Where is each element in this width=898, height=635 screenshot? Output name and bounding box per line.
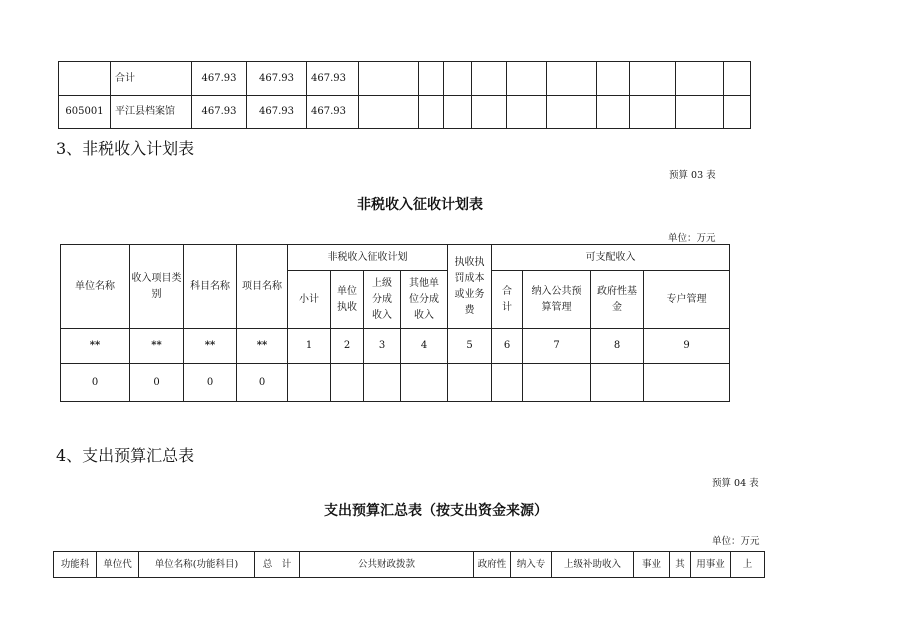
col-header-disposable: 可支配收入	[492, 245, 730, 271]
empty-cell	[444, 96, 472, 129]
unit-code-cell	[59, 62, 111, 96]
col-header: 纳入专	[511, 552, 552, 578]
expenditure-summary-table	[53, 551, 765, 578]
col-header: 其	[670, 552, 691, 578]
marker-cell: **	[130, 329, 184, 364]
value-cell: 467.93	[307, 96, 359, 129]
index-cell: 1	[288, 329, 331, 364]
unit-label: 单位：万元	[712, 536, 760, 547]
col-header-total: 合计	[492, 271, 523, 329]
value-cell	[448, 364, 492, 402]
col-header-subject: 科目名称	[184, 245, 237, 329]
budget-summary-table-top	[58, 61, 751, 129]
table-number: 预算 03 表	[669, 170, 716, 181]
header-row	[54, 552, 765, 578]
value-cell	[401, 364, 448, 402]
col-header: 单位名称(功能科目)	[139, 552, 255, 578]
col-header: 总 计	[255, 552, 300, 578]
empty-cell	[597, 96, 630, 129]
col-header-subtotal: 小计	[288, 271, 331, 329]
col-header-plan: 非税收入征收计划	[288, 245, 448, 271]
col-header-project: 项目名称	[237, 245, 288, 329]
col-header: 单位代	[97, 552, 139, 578]
col-header-unit-collect: 单位执收	[331, 271, 364, 329]
col-header: 上	[731, 552, 765, 578]
unit-name-cell: 合计	[111, 62, 192, 96]
empty-cell	[547, 96, 597, 129]
marker-cell: **	[237, 329, 288, 364]
empty-cell	[359, 62, 419, 96]
value-cell: 0	[237, 364, 288, 402]
marker-cell: **	[61, 329, 130, 364]
table-row	[59, 62, 751, 96]
header-row	[61, 245, 730, 271]
value-cell: 0	[61, 364, 130, 402]
col-header-cost: 执收执罚成本或业务费	[448, 245, 492, 329]
empty-cell	[472, 96, 507, 129]
table-title: 非税收入征收计划表	[357, 197, 483, 213]
non-tax-income-plan-table	[60, 244, 730, 402]
col-header-special: 专户管理	[644, 271, 730, 329]
index-cell: 5	[448, 329, 492, 364]
empty-cell	[359, 96, 419, 129]
value-cell: 467.93	[247, 96, 307, 129]
marker-cell: **	[184, 329, 237, 364]
value-cell	[644, 364, 730, 402]
unit-name-cell: 平江县档案馆	[111, 96, 192, 129]
empty-cell	[507, 96, 547, 129]
unit-code-cell: 605001	[59, 96, 111, 129]
index-cell: 9	[644, 329, 730, 364]
col-header-other: 其他单位分成收入	[401, 271, 448, 329]
value-cell: 467.93	[192, 96, 247, 129]
value-cell	[591, 364, 644, 402]
section-heading: 3、非税收入计划表	[56, 139, 195, 158]
empty-cell	[630, 62, 676, 96]
table-title: 支出预算汇总表（按支出资金来源）	[324, 503, 548, 519]
unit-label: 单位：万元	[668, 233, 716, 244]
col-header: 事业	[634, 552, 670, 578]
col-header: 用事业	[691, 552, 731, 578]
value-cell: 467.93	[192, 62, 247, 96]
index-row	[61, 329, 730, 364]
index-cell: 6	[492, 329, 523, 364]
empty-cell	[597, 62, 630, 96]
index-cell: 8	[591, 329, 644, 364]
empty-cell	[724, 62, 751, 96]
value-cell: 0	[130, 364, 184, 402]
col-header-unit-name: 单位名称	[61, 245, 130, 329]
table-row	[61, 364, 730, 402]
empty-cell	[724, 96, 751, 129]
table-row	[59, 96, 751, 129]
index-cell: 3	[364, 329, 401, 364]
empty-cell	[676, 62, 724, 96]
col-header-gov-fund: 政府性基金	[591, 271, 644, 329]
empty-cell	[472, 62, 507, 96]
col-header: 功能科	[54, 552, 97, 578]
index-cell: 7	[523, 329, 591, 364]
col-header: 上级补助收入	[552, 552, 634, 578]
empty-cell	[547, 62, 597, 96]
value-cell: 467.93	[307, 62, 359, 96]
section-heading: 4、支出预算汇总表	[56, 446, 195, 465]
empty-cell	[444, 62, 472, 96]
value-cell	[288, 364, 331, 402]
index-cell: 2	[331, 329, 364, 364]
col-header-upper: 上级分成收入	[364, 271, 401, 329]
value-cell	[364, 364, 401, 402]
value-cell	[331, 364, 364, 402]
empty-cell	[419, 96, 444, 129]
index-cell: 4	[401, 329, 448, 364]
empty-cell	[676, 96, 724, 129]
col-header: 政府性	[474, 552, 511, 578]
value-cell: 467.93	[247, 62, 307, 96]
table-number: 预算 04 表	[712, 478, 759, 489]
empty-cell	[507, 62, 547, 96]
col-header-income-category: 收入项目类别	[130, 245, 184, 329]
col-header: 公共财政拨款	[300, 552, 474, 578]
col-header-public-budget: 纳入公共预算管理	[523, 271, 591, 329]
empty-cell	[630, 96, 676, 129]
value-cell	[492, 364, 523, 402]
value-cell: 0	[184, 364, 237, 402]
empty-cell	[419, 62, 444, 96]
value-cell	[523, 364, 591, 402]
